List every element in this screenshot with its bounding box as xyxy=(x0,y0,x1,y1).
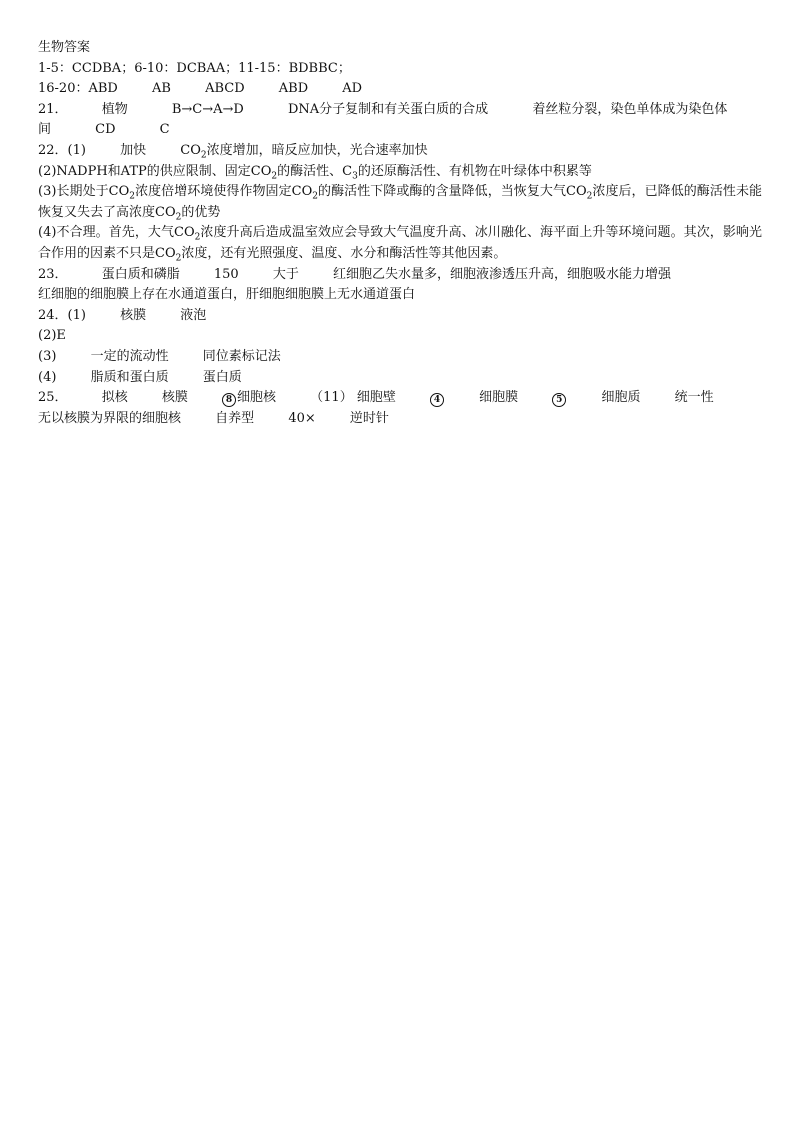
q22-line-1 xyxy=(38,141,762,162)
q21-answer-2: B→C→A→D xyxy=(171,101,244,117)
q24-answer-2: 液泡 xyxy=(180,307,207,323)
q24-part-1 xyxy=(38,306,762,327)
q23-answer-4: 红细胞乙失水量多，细胞液渗透压升高，细胞吸水能力增强 xyxy=(332,266,671,282)
q25-answer-5: 细胞壁 xyxy=(356,390,396,406)
q21-answer-1: 植物 xyxy=(101,101,128,117)
q23-answer-2: 150 xyxy=(213,266,239,282)
choice-20: AD xyxy=(342,81,363,97)
q21-answer-5: CD xyxy=(95,122,116,138)
q21-answer-4: 着丝粒分裂，染色单体成为染色体 xyxy=(532,101,728,117)
q21-answer-4-cont: 间 xyxy=(38,122,52,138)
q24-part-2: (2)E xyxy=(38,328,66,344)
q24-part-3: (3) 一定的流动性 同位素标记法 xyxy=(38,348,281,364)
q24-answer-4: 同位素标记法 xyxy=(202,348,281,364)
choice-18: ABCD xyxy=(205,81,245,97)
q21-line-2 xyxy=(38,120,762,141)
q21-line-1 xyxy=(38,100,762,121)
circled-number-4-icon: 4 xyxy=(430,393,444,407)
q25-answer-11: 40× xyxy=(288,410,316,426)
answer-sheet xyxy=(38,38,762,429)
q22-part-2: (2)NADPH和ATP的供应限制、固定$CO_2$的酶活性、$C_3$的还原酶活性、有机物在叶绿体中积累等 xyxy=(38,163,592,182)
q21-answer-3: DNA分子复制和有关蛋白质的合成 xyxy=(287,101,489,117)
q25-answer-8: 统一性 xyxy=(674,390,714,406)
q25-answer-7: 细胞质 xyxy=(601,390,641,406)
q22-part-4: (4)不合理。首先，大气$CO_2$浓度升高后造成温室效应会导致大气温度升高、冰川融化、海平面上升等环境问题。其次，影响光合作用的因素不只是$CO_2$浓度，还有光照强度、温度、水分和酶活性等其他因素。 xyxy=(38,225,762,264)
q22-part-3: (3)长期处于$CO_2$浓度倍增环境使得作物固定$CO_2$的酶活性下降或酶的含量降低，当恢复大气$CO_2$浓度后，已降低的酶活性未能恢复又失去了高浓度$CO_2$的优势 xyxy=(38,184,762,223)
q25-line-1 xyxy=(38,388,762,409)
q24-answer-6: 蛋白质 xyxy=(202,369,242,385)
q22-answer-1: 加快 xyxy=(120,142,147,158)
q21-number: 21． xyxy=(38,101,68,117)
choice-answers-16-20 xyxy=(38,79,762,100)
choice-19: ABD xyxy=(278,81,309,97)
q25-line-2 xyxy=(38,409,762,430)
q23-answer-1: 蛋白质和磷脂 xyxy=(101,266,180,282)
q24-part-4: (4) 脂质和蛋白质 蛋白质 xyxy=(38,369,242,385)
q24-answer-5: 脂质和蛋白质 xyxy=(90,369,169,385)
q22-number: 22．(1) xyxy=(38,142,86,158)
q25-answer-3: 细胞核 xyxy=(237,390,277,406)
choice-17: AB xyxy=(151,81,171,97)
q25-answer-2: 核膜 xyxy=(161,390,188,406)
q21-answer-6: C xyxy=(159,122,170,138)
q23-line-1 xyxy=(38,265,762,286)
q25-answer-1: 拟核 xyxy=(101,390,128,406)
q25-answer-9: 无以核膜为界限的细胞核 xyxy=(38,410,182,426)
circled-number-5-icon: 5 xyxy=(552,393,566,407)
page-title: 生物答案 xyxy=(38,40,91,55)
q23-line-2: 红细胞的细胞膜上存在水通道蛋白，肝细胞细胞膜上无水通道蛋白 xyxy=(38,287,416,303)
choice-16: 16-20：ABD xyxy=(38,81,118,97)
choice-answers-1-15: 1-5：CCDBA；6-10：DCBAA；11-15：BDBBC； xyxy=(38,60,351,76)
q22-answer-2: $CO_2$浓度增加，暗反应加快，光合速率加快 xyxy=(180,142,428,161)
q25-answer-10: 自养型 xyxy=(215,410,255,426)
q25-answer-4: （11） xyxy=(310,390,353,406)
q23-number: 23． xyxy=(38,266,68,282)
circled-number-8-icon: 8 xyxy=(222,393,236,407)
q24-number: 24．(1) xyxy=(38,307,86,323)
q23-answer-3: 大于 xyxy=(272,266,299,282)
q24-answer-1: 核膜 xyxy=(120,307,147,323)
q24-answer-3: 一定的流动性 xyxy=(90,348,169,364)
q25-number: 25． xyxy=(38,390,68,406)
q25-answer-12: 逆时针 xyxy=(349,410,389,426)
q25-answer-6: 细胞膜 xyxy=(479,390,519,406)
